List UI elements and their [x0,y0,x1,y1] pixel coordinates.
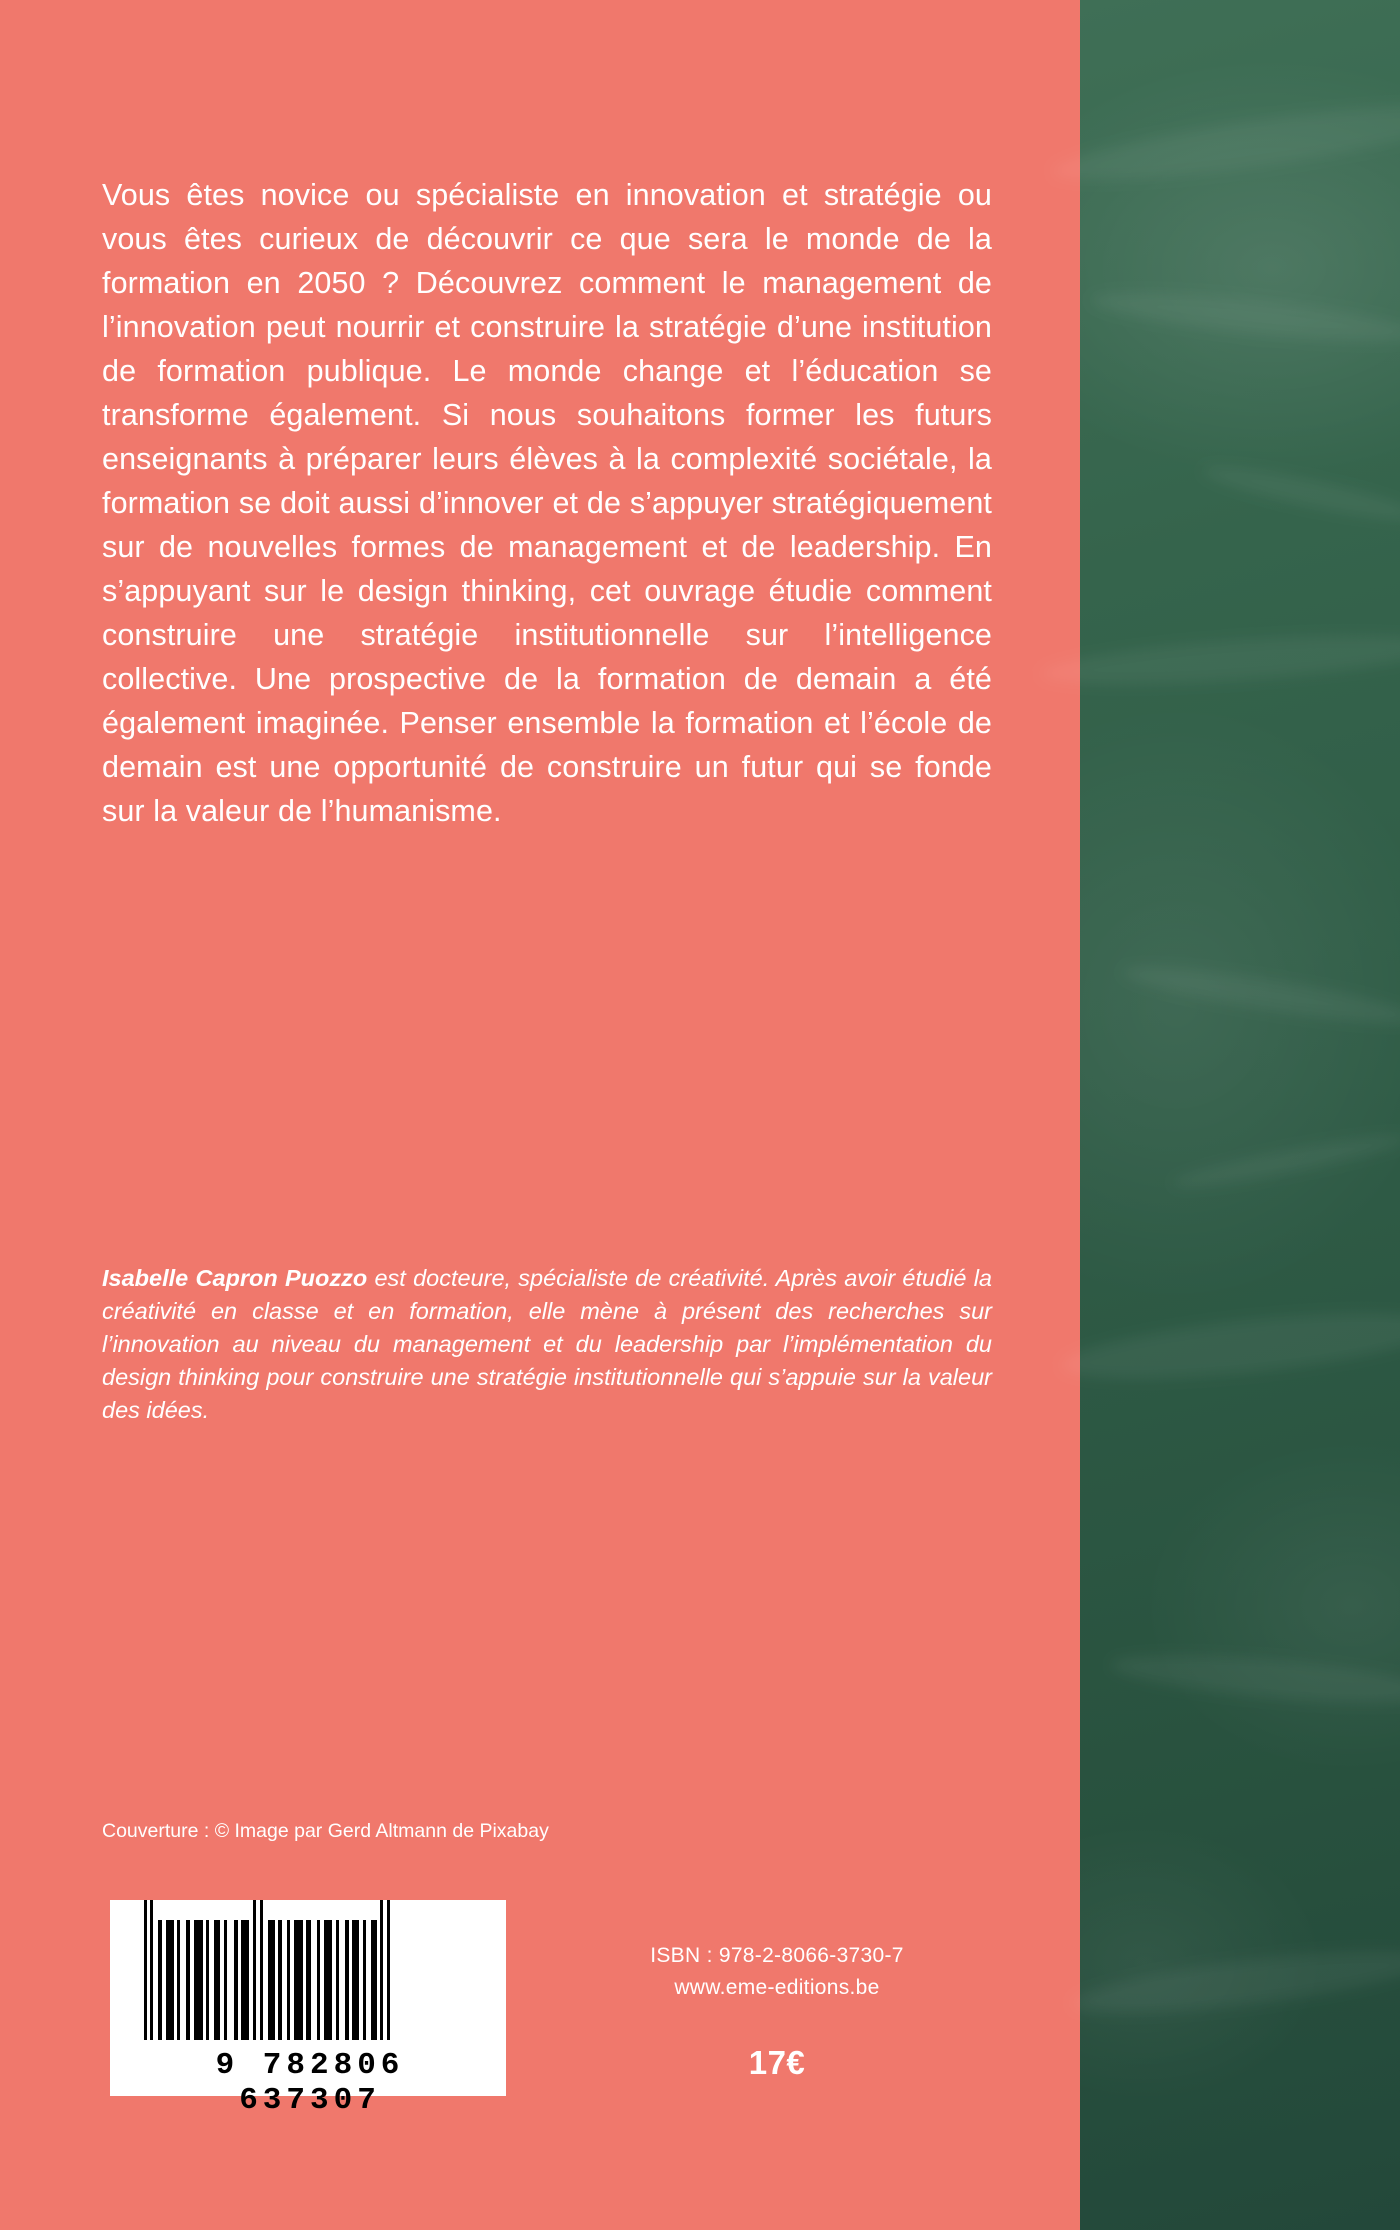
barcode [110,1900,506,2118]
chalk-streak [1120,957,1400,1034]
chalk-streak [1089,283,1400,351]
barcode-digits: 9 782806 637307 [215,2048,405,2118]
back-cover-content [102,0,992,2230]
author-name: Isabelle Capron Puozzo [102,1264,368,1291]
book-blurb: Vous êtes novice ou spécialiste en innovation et stratégie ou vous êtes curieux de découvrir ce que sera le monde de la formation en 2050 ? Découvrez comment le management de l’innovation peut nourrir et construire la stratégie d’une institution de formation publique. Le monde change et l’éducation se transforme également. Si nous souhaitons former les futurs enseignants à préparer leurs élèves à la complexité sociétale, la formation se doit aussi d’innover et de s’appuyer stratégiquement sur de nouvelles formes de management et de leadership. En s’appuyant sur le design thinking, cet ouvrage étudie comment construire une stratégie institutionnelle sur l’intelligence collective. Une prospective de la formation de demain a été également imaginée. Penser ensemble la formation et l’école de demain est une opportunité de construire un futur qui se fonde sur la valeur de l’humanisme. [102,177,992,828]
chalk-streak [1200,457,1400,528]
chalk-streak [1039,626,1400,694]
author-biography [102,1262,992,1427]
isbn-text: ISBN : 978-2-8066-3730-7 [650,1944,904,1967]
chalk-streak [1109,1646,1400,1713]
price-label: 17€ [748,2044,806,2081]
cover-image-credit: Couverture : © Image par Gerd Altmann de Pixabay [102,1819,549,1842]
chalk-streak [1058,1300,1400,1391]
barcode-bars [144,1920,474,2040]
publisher-website: www.eme-editions.be [674,1976,880,1999]
chalk-streak [1170,1127,1400,1194]
chalk-streak [1049,91,1400,195]
publisher-info [562,1940,992,2082]
chalkboard-image-strip [1080,0,1400,2230]
chalk-streak [1069,1938,1400,2026]
author-bio-text: est docteure, spécialiste de créativité. Après avoir étudié la créativité en classe et en formation, elle mène à présent des recherches sur l’innovation au niveau du management et du leadership par l’implémentation du design thinking pour construire une stratégie institutionnelle qui s’appuie sur la valeur des idées. [102,1264,992,1423]
